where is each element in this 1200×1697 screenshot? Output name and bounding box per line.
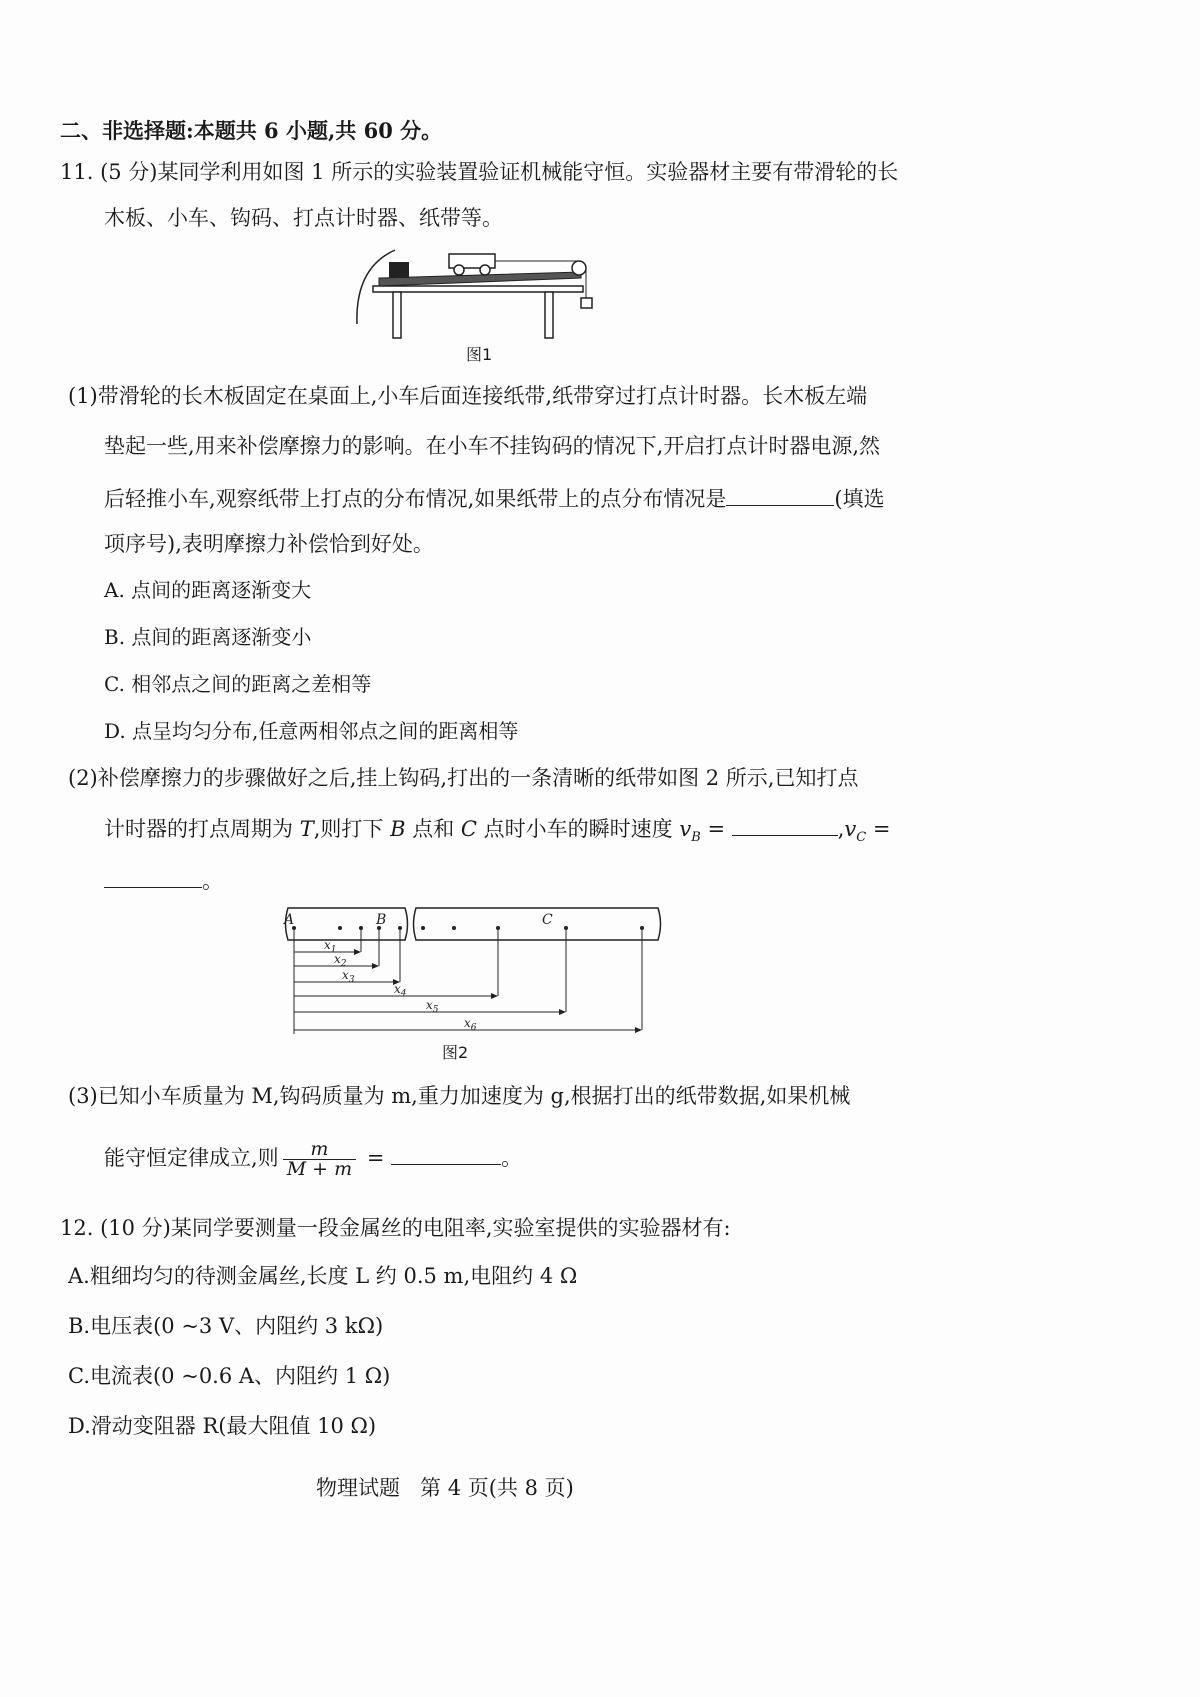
fraction-m-over-M-plus-m [283, 1140, 356, 1179]
fraction-denominator: M + m [286, 1158, 353, 1180]
eq-sign-3: = [360, 1146, 392, 1170]
q11-intro-line2: 木板、小车、钩码、打点计时器、纸带等。 [104, 206, 503, 230]
q11-part2-text-b: ,则打下 [313, 817, 384, 841]
q11-part3-line2 [104, 1140, 522, 1179]
page-footer: 物理试题 第 4 页(共 8 页) [316, 1476, 574, 1500]
var-T: T [299, 817, 314, 841]
q11-part3-text: 能守恒定律成立,则 [104, 1146, 279, 1170]
label-x1-sub: 1 [330, 945, 337, 955]
q12-item-a: A.粗细均匀的待测金属丝,长度 L 约 0.5 m,电阻约 4 Ω [68, 1264, 578, 1288]
tape-label-B: B [376, 912, 387, 928]
q12-intro: 12. (10 分)某同学要测量一段金属丝的电阻率,实验室提供的实验器材有: [60, 1216, 731, 1240]
eq-sign-2: = [866, 817, 891, 841]
label-x1: x [324, 938, 331, 952]
label-x5: x [426, 998, 433, 1012]
answer-blank-1[interactable] [726, 484, 834, 506]
figure-1-caption: 图1 [466, 345, 493, 364]
label-x4-sub: 4 [400, 989, 407, 999]
var-C: C [460, 817, 477, 841]
label-x3: x [342, 968, 349, 982]
answer-blank-3[interactable] [391, 1143, 501, 1165]
q11-part1-line3 [104, 484, 885, 512]
q11-part2-line2 [104, 814, 891, 846]
tape-label-A: A [284, 912, 295, 928]
eq-sign-1: = [700, 817, 732, 841]
q12-item-b: B.电压表(0 ~3 V、内阻约 3 kΩ) [68, 1314, 384, 1338]
q11-part2-text-c: 点和 [412, 817, 455, 841]
option-c: C. 相邻点之间的距离之差相等 [104, 672, 372, 696]
q11-part1-line1: (1)带滑轮的长木板固定在桌面上,小车后面连接纸带,纸带穿过打点计时器。长木板左端 [68, 384, 868, 408]
q11-part3-end: 。 [501, 1146, 523, 1170]
figure-1-apparatus [345, 228, 605, 338]
figure-2-caption: 图2 [442, 1043, 469, 1062]
var-vC-sub: C [856, 830, 867, 846]
q12-item-c: C.电流表(0 ~0.6 A、内阻约 1 Ω) [68, 1364, 391, 1388]
section-heading: 二、非选择题:本题共 6 小题,共 60 分。 [60, 118, 443, 143]
figure-2-paper-tape [270, 906, 670, 1036]
tape-label-C: C [542, 912, 553, 928]
label-x5-sub: 5 [432, 1005, 439, 1015]
answer-blank-vC[interactable] [104, 866, 202, 888]
q11-part2-text-d: 点时小车的瞬时速度 [483, 817, 673, 841]
label-x6: x [464, 1016, 471, 1030]
fraction-numerator: m [283, 1140, 356, 1160]
var-vB-sub: B [691, 830, 701, 846]
answer-blank-vB[interactable] [732, 814, 838, 836]
q11-part2-line1: (2)补偿摩擦力的步骤做好之后,挂上钩码,打出的一条清晰的纸带如图 2 所示,已知打点 [68, 766, 859, 790]
option-b: B. 点间的距离逐渐变小 [104, 625, 312, 649]
q11-part2-line3 [104, 866, 223, 894]
q12-item-d: D.滑动变阻器 R(最大阻值 10 Ω) [68, 1414, 377, 1438]
q11-part2-comma: , [837, 817, 845, 841]
option-a: A. 点间的距离逐渐变大 [104, 578, 312, 602]
q11-part1-line4: 项序号),表明摩擦力补偿恰到好处。 [104, 532, 434, 556]
var-B: B [390, 817, 406, 841]
var-vC: v [844, 817, 857, 841]
label-x2-sub: 2 [340, 959, 347, 969]
q11-part1-line3-tail: (填选 [834, 487, 885, 511]
q11-part2-end: 。 [202, 869, 223, 893]
q11-part2-text-a: 计时器的打点周期为 [104, 817, 293, 841]
var-vB: v [679, 817, 692, 841]
q11-part1-line3-text: 后轻推小车,观察纸带上打点的分布情况,如果纸带上的点分布情况是 [104, 487, 727, 511]
label-x4: x [394, 982, 401, 996]
label-x6-sub: 6 [470, 1023, 477, 1033]
label-x2: x [334, 952, 341, 966]
q11-part1-line2: 垫起一些,用来补偿摩擦力的影响。在小车不挂钩码的情况下,开启打点计时器电源,然 [104, 434, 881, 458]
label-x3-sub: 3 [348, 975, 355, 985]
q11-intro-line1: 11. (5 分)某同学利用如图 1 所示的实验装置验证机械能守恒。实验器材主要有带滑轮的长 [60, 160, 899, 184]
option-d: D. 点呈均匀分布,任意两相邻点之间的距离相等 [104, 719, 519, 743]
q11-part3-line1: (3)已知小车质量为 M,钩码质量为 m,重力加速度为 g,根据打出的纸带数据,如果机械 [68, 1084, 851, 1108]
